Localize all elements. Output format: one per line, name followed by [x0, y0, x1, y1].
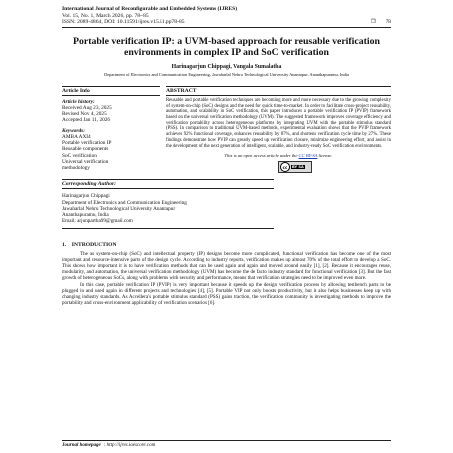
open-access-suffix: license. — [317, 153, 333, 159]
journal-footer — [62, 440, 391, 448]
cc-by-sa-icon: BY SA — [292, 165, 304, 170]
footer-url[interactable]: : http://ijres.iaescore.com — [103, 443, 156, 448]
abstract-column — [166, 86, 391, 173]
keyword: AMBA AXI4 — [62, 133, 91, 140]
corresponding-name: Harinagarjun Chippagi — [62, 193, 110, 200]
received-date: Received Aug 23, 2025 — [62, 104, 112, 111]
corresponding-heading: Corresponding Author: — [62, 179, 274, 189]
corresponding-email[interactable]: Email: arjunpartha99@gmail.com — [62, 218, 133, 225]
corresponding-univ: Jawaharlal Nehru Technological University Anantapur — [62, 205, 176, 212]
keyword: SoC verification — [62, 152, 97, 159]
paper-authors: Harinagarjun Chippagi, Vangala Sumalatha — [171, 63, 282, 70]
abstract-text: Reusable and portable verification techniques are becoming more and more necessary due to the growing complexity of system-on-chip (SoC) designs and the need for quick time-to-market. In order to facilitate cross-project reusability, automation, and scalability in SoC verification, this paper introduces a portable verification IP (PVIP) framework based on the universal verification methodology (UVM). The suggested framework improves coverage efficiency and verification portability across heterogeneous platforms by integrating UVM with the portable stimulus standard (PSS). In comparison to traditional UVM-based methods, experimental evaluation shows that the PVIP framework achieves 92% functional coverage, enhances reusability by 87%, and shortens verification cycle time by 27%. These findings demonstrate how PVIP can greatly speed up verification closure, minimize engineering effort, and assist in the development of the next generation of intelligent, scalable, and industry-ready SoC verification environments. — [166, 97, 391, 149]
open-access-note — [166, 153, 391, 158]
article-history-label: Article history: — [62, 98, 95, 105]
introduction-heading: 1. INTRODUCTION — [62, 241, 117, 248]
accepted-date: Accepted Jan 11, 2026 — [62, 117, 111, 124]
article-info-section — [62, 86, 391, 173]
page-number: 78 — [385, 19, 391, 26]
journal-volume: Vol. 15, No. 1, March 2026, pp. 78~85 — [62, 12, 149, 19]
revised-date: Revised Nov 4, 2025 — [62, 111, 107, 118]
article-info-column — [62, 86, 160, 173]
paper-affiliation: Department of Electronics and Communication Engineering, Jawaharlal Nehru Technological University Anantapur, Ananthapuramu, India — [104, 71, 349, 77]
footer-label: Journal homepage — [62, 443, 101, 448]
keyword: Reusable components — [62, 146, 109, 153]
license-link[interactable]: CC BY-SA — [298, 153, 318, 159]
cc-icon: cc — [280, 162, 290, 172]
corresponding-city: Ananthapuramu, India — [62, 212, 109, 219]
corresponding-dept: Department of Electronics and Communication Engineering — [62, 199, 187, 206]
paper-title: Portable verification IP: a UVM-based approach for reusable verification environments in complex IP and SoC verification — [73, 35, 380, 58]
introduction-body — [62, 251, 391, 306]
corresponding-details — [62, 193, 274, 228]
journal-name: International Journal of Reconfigurable and Embedded Systems (IJRES) — [62, 6, 238, 12]
cc-license-badge[interactable] — [278, 161, 312, 173]
keywords-label: Keywords: — [62, 127, 85, 134]
header-rule — [62, 27, 391, 28]
journal-header — [62, 6, 391, 28]
keyword: methodology — [62, 165, 90, 172]
abstract-heading: ABSTRACT — [166, 86, 391, 96]
page-icon: ❐ — [370, 19, 376, 26]
corresponding-author-box — [62, 179, 274, 228]
keyword: Universal verification — [62, 158, 109, 165]
intro-paragraph: In this case, portable verification IP (PVIP) is very important because it speeds up the design verification process by allowing testbench parts to be plugged in and used again in different projects and technologies [4], [5]. Portable VIP not only boosts productivity, but it also helps businesses keep up with changing industry standards. As Accellera's portable stimulus standard (PSS) gains traction, the verification community is investigating methods to improve the portability and cross-environment applicability of verification scenarios [6]. — [62, 281, 391, 306]
article-info-heading: Article Info — [62, 86, 160, 96]
intro-paragraph: The as system-on-chip (SoC) and intellectual property (IP) designs become more complicated, functional verification has become one of the most important and resource-intensive parts of the design cycle. According to industry reports, verification makes up almost 70% of the total effort to develop a SoC. This shows how important it is to have verification methods that can be used again and again and moved around easily [1], [2]. Because it encourages reuse, modularity, and automation, the universal verification methodology (UVM) has become the de facto industry standard for functional verification [3]. But the fast growth of heterogeneous SoCs, along with problems with security and performance, means that verification strategies need to be improved even more. — [62, 250, 391, 282]
journal-issn: ISSN: 2089-4864, DOI: 10.11591/ijres.v15.i1.pp78-85 — [62, 19, 185, 26]
keyword: Portable verification IP — [62, 139, 112, 146]
open-access-prefix: This is an open access article under the — [224, 153, 299, 159]
